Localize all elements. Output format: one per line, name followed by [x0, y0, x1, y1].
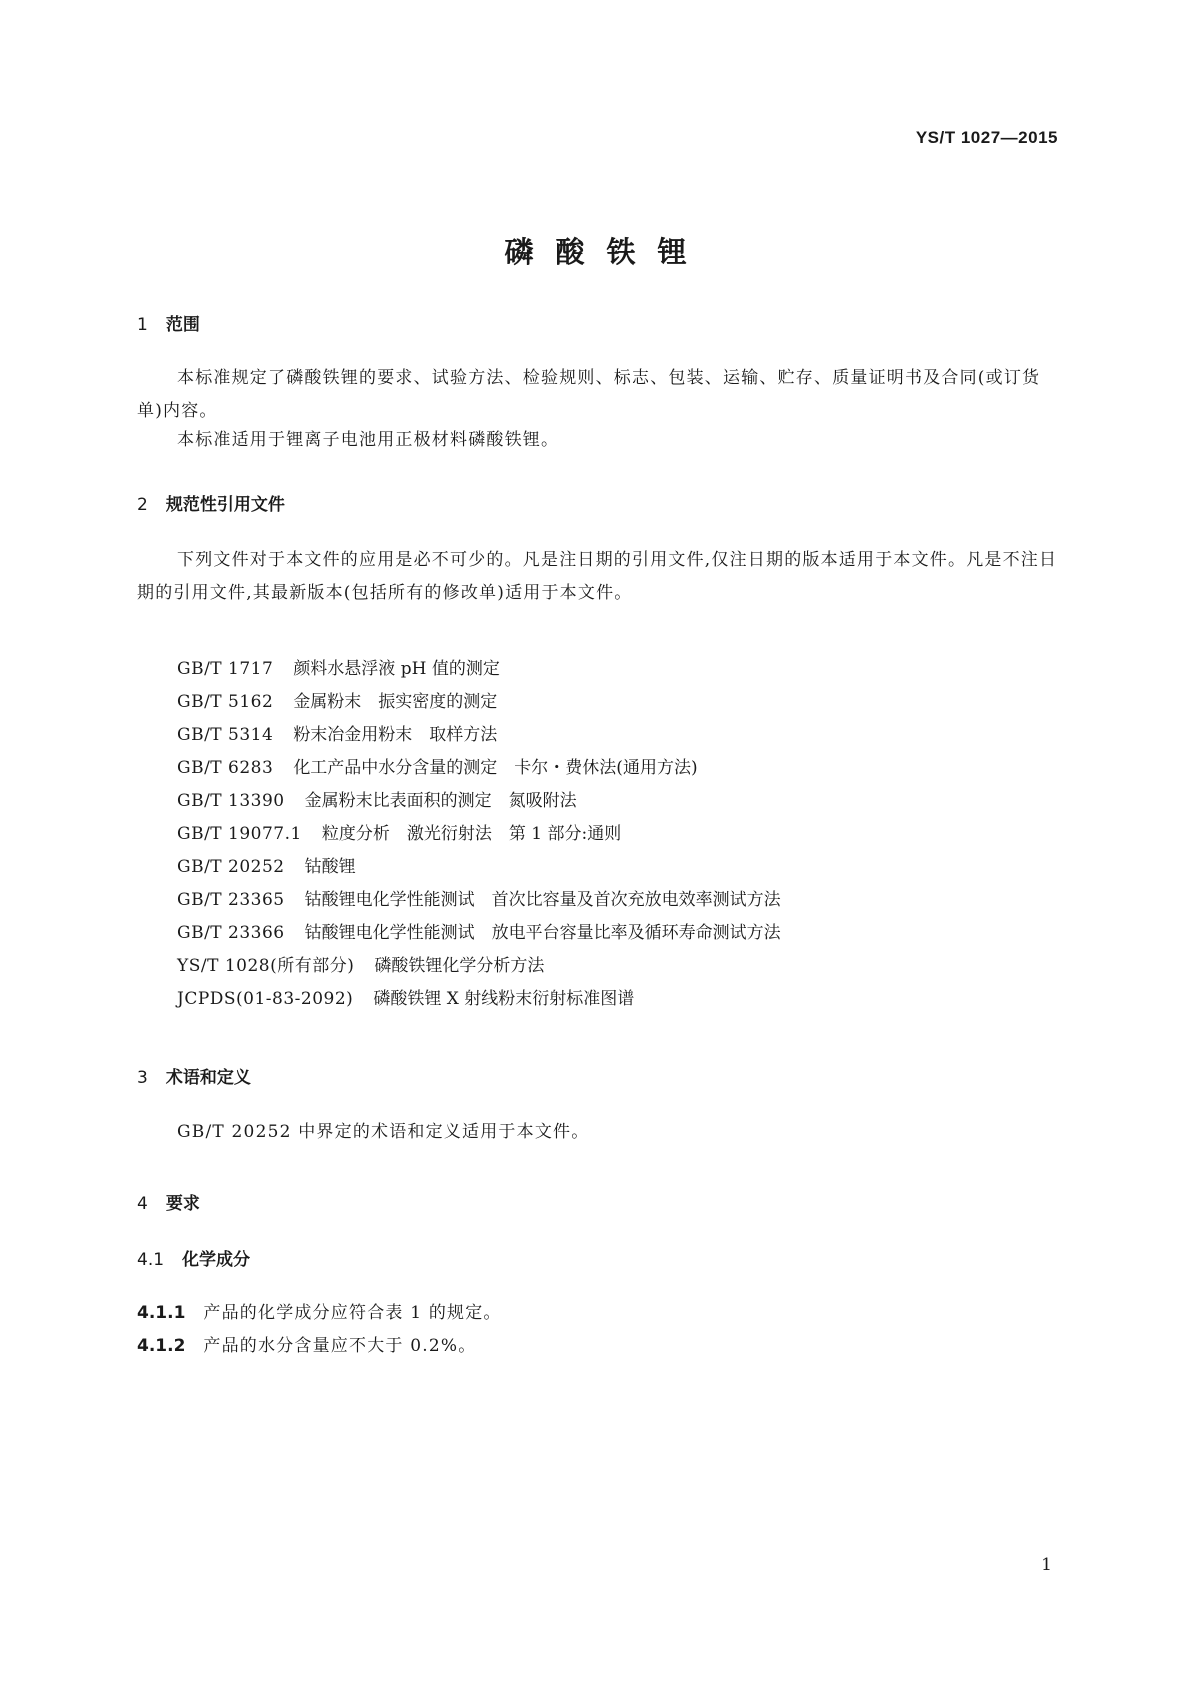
ref-code: GB/T 5314: [177, 725, 274, 745]
ref-title: 磷酸铁锂化学分析方法: [374, 956, 545, 976]
section-3-heading: [137, 1063, 251, 1088]
ref-code: GB/T 6283: [177, 758, 274, 778]
ref-code: GB/T 20252: [177, 857, 285, 877]
scope-paragraph-2: 本标准适用于锂离子电池用正极材料磷酸铁锂。: [177, 430, 560, 450]
ref-code: GB/T 23366: [177, 923, 285, 943]
section-title: 要求: [165, 1194, 200, 1214]
section-1-heading: [137, 310, 200, 335]
list-item: [177, 818, 781, 851]
section-title: 范围: [165, 315, 200, 335]
ref-code: GB/T 5162: [177, 692, 274, 712]
clause-4-1-1: [137, 1298, 502, 1323]
clause-text: 产品的化学成分应符合表 1 的规定。: [203, 1303, 502, 1323]
subsection-title: 化学成分: [182, 1250, 251, 1270]
ref-title: 钴酸锂: [304, 857, 356, 877]
clause-4-1-2: [137, 1331, 476, 1356]
section-number: 4: [137, 1194, 148, 1214]
subsection-4-1-heading: [137, 1245, 250, 1270]
subsection-number: 4.1: [137, 1250, 165, 1270]
section-title: 术语和定义: [165, 1068, 251, 1088]
page-number: 1: [1041, 1555, 1052, 1575]
ref-title: 金属粉末比表面积的测定 氮吸附法: [304, 791, 577, 811]
ref-title: 钴酸锂电化学性能测试 首次比容量及首次充放电效率测试方法: [304, 890, 781, 910]
ref-code: GB/T 13390: [177, 791, 285, 811]
ref-title: 磷酸铁锂 X 射线粉末衍射标准图谱: [373, 989, 635, 1009]
ref-code: GB/T 23365: [177, 890, 285, 910]
ref-title: 粒度分析 激光衍射法 第 1 部分:通则: [321, 824, 622, 844]
section-2-heading: [137, 490, 285, 515]
document-title: 磷酸铁锂: [504, 235, 709, 269]
standard-code: YS/T 1027—2015: [915, 128, 1058, 147]
ref-title: 颜料水悬浮液 pH 值的测定: [293, 659, 500, 679]
clause-number: 4.1.1: [137, 1303, 186, 1323]
scope-paragraph-1: 本标准规定了磷酸铁锂的要求、试验方法、检验规则、标志、包装、运输、贮存、质量证明书及合同(或订货单)内容。: [137, 368, 1041, 421]
ref-title: 钴酸锂电化学性能测试 放电平台容量比率及循环寿命测试方法: [304, 923, 781, 943]
clause-text: 产品的水分含量应不大于 0.2%。: [203, 1336, 477, 1356]
list-item: [177, 653, 781, 686]
ref-code: GB/T 1717: [177, 659, 274, 679]
list-item: [177, 785, 781, 818]
list-item: [177, 851, 781, 884]
list-item: [177, 983, 781, 1016]
ref-title: 粉末冶金用粉末 取样方法: [293, 725, 498, 745]
list-item: [177, 950, 781, 983]
section-number: 3: [137, 1068, 148, 1088]
section-number: 1: [137, 315, 148, 335]
list-item: [177, 719, 781, 752]
ref-code: YS/T 1028(所有部分): [177, 956, 355, 976]
ref-code: GB/T 19077.1: [177, 824, 302, 844]
reference-list: [177, 653, 781, 1016]
ref-title: 化工产品中水分含量的测定 卡尔・费休法(通用方法): [293, 758, 698, 778]
ref-code: JCPDS(01-83-2092): [177, 989, 354, 1009]
normative-refs-intro: 下列文件对于本文件的应用是必不可少的。凡是注日期的引用文件,仅注日期的版本适用于本文件。凡是不注日期的引用文件,其最新版本(包括所有的修改单)适用于本文件。: [137, 550, 1058, 603]
ref-title: 金属粉末 振实密度的测定: [293, 692, 498, 712]
section-number: 2: [137, 495, 148, 515]
list-item: [177, 686, 781, 719]
section-4-heading: [137, 1189, 200, 1214]
list-item: [177, 884, 781, 917]
clause-number: 4.1.2: [137, 1336, 186, 1356]
list-item: [177, 917, 781, 950]
terms-paragraph: GB/T 20252 中界定的术语和定义适用于本文件。: [177, 1122, 590, 1142]
list-item: [177, 752, 781, 785]
section-title: 规范性引用文件: [165, 495, 285, 515]
